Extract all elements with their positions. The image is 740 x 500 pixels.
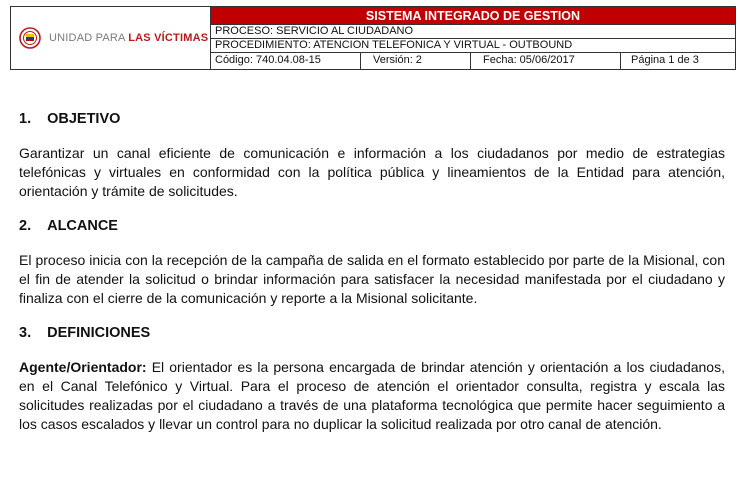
document-body bbox=[19, 108, 725, 448]
version-cell: Versión: 2 bbox=[361, 53, 471, 69]
definition-text: El orientador es la persona encargada de brindar atención y orientación a los ciudadanos, en el Canal Telefónico y Virtual. Para el proceso de atención el orientador consulta, registra y escala las solicitudes realizadas por el ciudadano a través de una plataforma tecnológica que permite hacer seguimiento a los casos escalados y llevar un control para no duplicar la solicitud realizada por otro canal de atención. bbox=[19, 359, 725, 432]
section-text-objetivo: Garantizar un canal eficiente de comunicación e información a los ciudadanos por medio de estrategias telefónicas y virtuales en conformidad con la política pública y lineamientos de la Entidad para atención, orientación y trámite de solicitudes. bbox=[19, 145, 725, 199]
section-number: 3. bbox=[19, 325, 32, 341]
section-title: OBJETIVO bbox=[47, 111, 121, 127]
definition-term: Agente/Orientador: bbox=[19, 359, 147, 375]
logo-text-light: UNIDAD PARA bbox=[49, 32, 125, 44]
section-number: 2. bbox=[19, 218, 32, 234]
logo bbox=[49, 32, 208, 44]
section-text-alcance: El proceso inicia con la recepción de la campaña de salida en el formato establecido por parte de la Misional, con el fin de atender la solicitud o brindar información para satisfacer la necesidad manifestada por el ciudadano y finaliza con el cierre de la comunicación y reporte a la Misional solicitante. bbox=[19, 252, 725, 306]
colombia-seal-icon bbox=[19, 27, 41, 49]
section-heading-definiciones bbox=[19, 322, 725, 344]
logo-text-bold: LAS VÍCTIMAS bbox=[128, 32, 209, 44]
section-heading-objetivo bbox=[19, 108, 725, 130]
header-info bbox=[211, 7, 735, 69]
system-title: SISTEMA INTEGRADO DE GESTION bbox=[211, 7, 735, 25]
logo-cell bbox=[11, 7, 211, 69]
section-title: ALCANCE bbox=[47, 218, 118, 234]
codigo-cell: Código: 740.04.08-15 bbox=[211, 53, 361, 69]
section-heading-alcance bbox=[19, 215, 725, 237]
document-header bbox=[10, 6, 736, 70]
section-number: 1. bbox=[19, 111, 32, 127]
procedimiento-label: PROCEDIMIENTO: ATENCION TELEFONICA Y VIRTUAL - OUTBOUND bbox=[211, 39, 735, 53]
document-codes bbox=[211, 53, 735, 69]
proceso-label: PROCESO: SERVICIO AL CIUDADANO bbox=[211, 25, 735, 39]
pagina-cell: Página 1 de 3 bbox=[631, 54, 699, 66]
section-text-definiciones bbox=[19, 358, 725, 434]
section-title: DEFINICIONES bbox=[47, 325, 151, 341]
fecha-cell: Fecha: 05/06/2017 bbox=[471, 53, 621, 69]
